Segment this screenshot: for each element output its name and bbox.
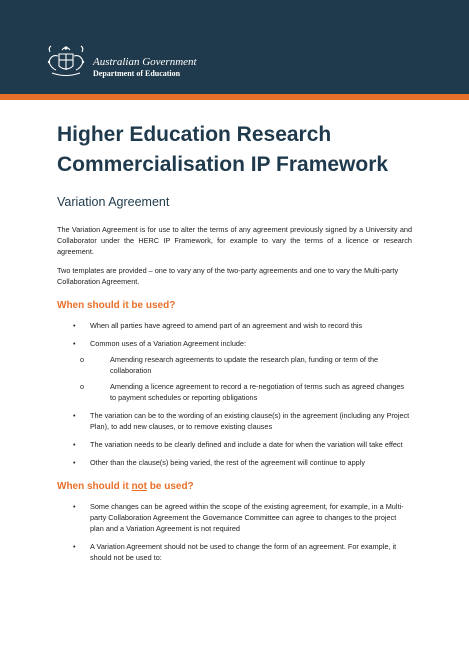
emphasis-not: not	[131, 481, 147, 492]
list-item: o Amending a licence agreement to record a re-negotiation of terms such as agreed changes to payment schedules or reporting obligations	[80, 382, 405, 402]
header-banner	[0, 0, 469, 94]
section-heading-when: When should it be used?	[57, 300, 176, 311]
sub-bullet-list	[57, 354, 412, 403]
list-item: • Other than the clause(s) being varied, the rest of the agreement will continue to apply	[73, 458, 366, 467]
list-item: • The variation can be to the wording of an existing clause(s) in the agreement (including any Project Plan), to add new clauses, or to remove existing clauses	[73, 411, 410, 431]
bullet-icon: •	[73, 542, 76, 551]
bullet-icon: •	[73, 321, 76, 330]
gov-name: Australian Government	[93, 56, 197, 68]
section-heading-when-not: When should it not be used?	[57, 481, 194, 492]
list-item: • Common uses of a Variation Agreement include: o Amending research agreements to update the research plan, funding or term of the collaboration o Amending a licence agreement to record a re-negotiation of terms such as agreed changes to payment schedules or reporting obligations	[57, 338, 412, 403]
document-subtitle: Variation Agreement	[57, 195, 170, 209]
list-item: o Amending research agreements to update the research plan, funding or term of the collaboration	[80, 355, 379, 375]
bullet-icon: •	[73, 339, 76, 348]
bullet-icon: •	[73, 411, 76, 420]
bullet-icon: •	[73, 458, 76, 467]
coat-of-arms-icon	[44, 40, 88, 80]
document-title	[57, 120, 412, 180]
intro-paragraph-1: The Variation Agreement is for use to alter the terms of any agreement previously signed by a University and Collaborator under the HERC IP Framework, for example to vary the terms of a licence or research agreement.	[57, 225, 412, 256]
government-wordmark	[93, 56, 197, 79]
sub-bullet-icon: o	[80, 355, 85, 364]
list-item: • A Variation Agreement should not be used to change the form of an agreement. For example, it should not be used to:	[73, 542, 397, 562]
when-bullet-list	[57, 320, 412, 468]
intro-paragraph-2: Two templates are provided – one to vary any of the two-party agreements and one to vary the Multi-party Collaboration Agreement.	[57, 266, 399, 286]
bullet-icon: •	[73, 440, 76, 449]
document-body	[0, 120, 469, 563]
title-line-1: Higher Education Research	[57, 123, 332, 146]
sub-bullet-icon: o	[80, 382, 85, 391]
bullet-icon: •	[73, 502, 76, 511]
list-item: • When all parties have agreed to amend part of an agreement and wish to record this	[73, 321, 363, 330]
when-not-bullet-list	[57, 501, 412, 563]
list-item: • The variation needs to be clearly defined and include a date for when the variation will take effect	[73, 440, 403, 449]
department-name: Department of Education	[93, 69, 181, 78]
header-accent-stripe	[0, 94, 469, 100]
list-item: • Some changes can be agreed within the scope of the existing agreement, for example, in a Multi-party Collaboration Agreement the Governance Committee can agree to changes to the project plan and a Variation Agreement is not required	[73, 502, 404, 533]
title-line-2: Commercialisation IP Framework	[57, 153, 389, 176]
